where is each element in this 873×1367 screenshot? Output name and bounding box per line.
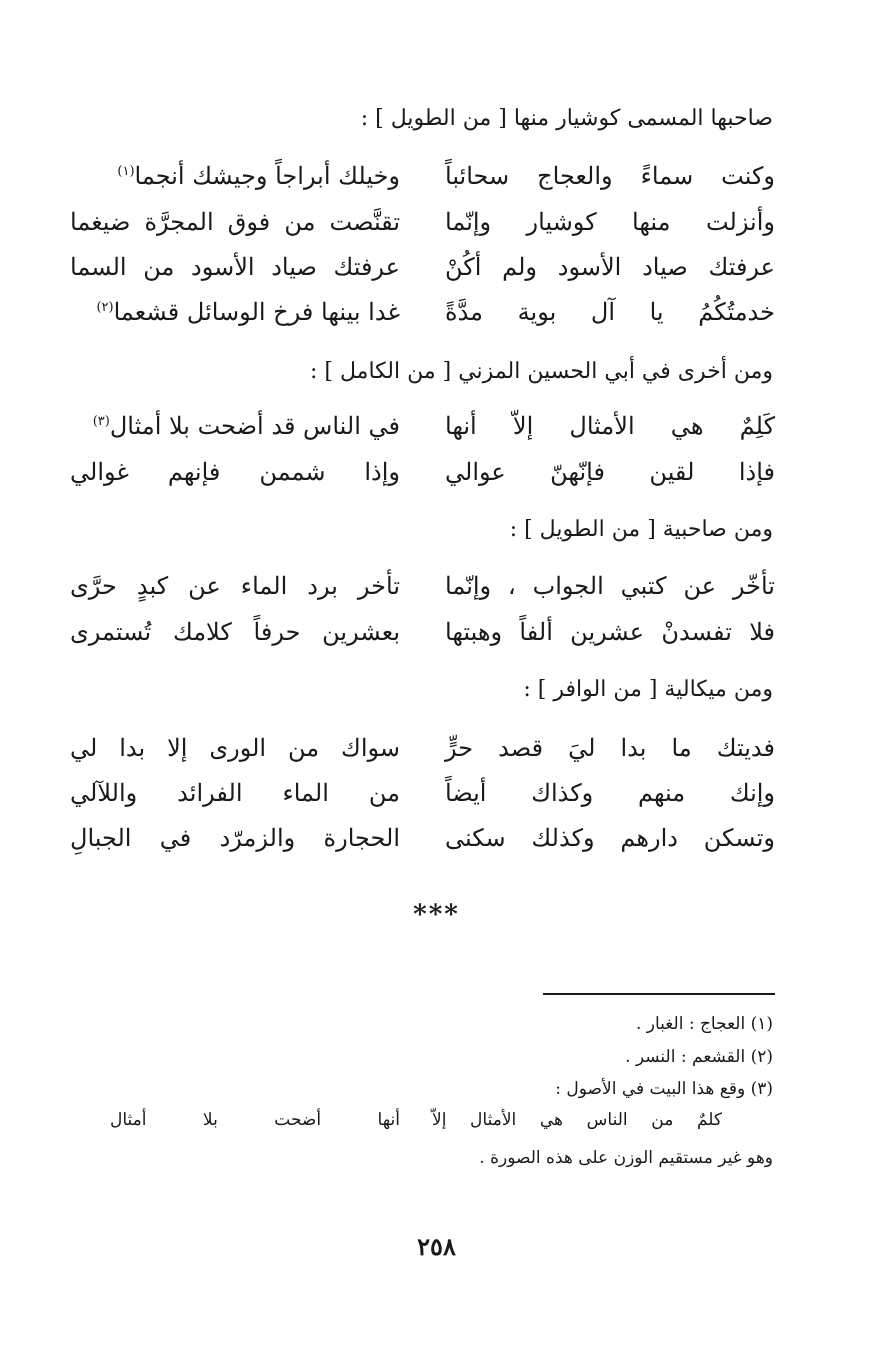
section-heading: ومن ميكالية [ من الوافر ] : [523, 677, 773, 702]
verse-second-hemistich: وإذا شممن فإنهم غوالي [70, 458, 400, 486]
footnote: (٢) القشعم : النسر . [625, 1047, 773, 1067]
verse-line [70, 454, 775, 490]
verse-second-hemistich [70, 298, 400, 326]
verse-first-hemistich: فإذا لقين فإنّهنّ عوالي [445, 458, 775, 486]
footnote-marker: (٣) [92, 414, 110, 429]
footnote: وهو غير مستقيم الوزن على هذه الصورة . [479, 1148, 773, 1168]
verse-first-hemistich: فلا تفسدنْ عشرين ألفاً وهبتها [445, 618, 775, 646]
footnote-marker: (٢) [96, 300, 114, 315]
verse-line [70, 820, 775, 856]
verse-line [70, 204, 775, 240]
verse-line [70, 294, 775, 330]
verse-second-hemistich: بعشرين حرفاً كلامك تُستمرى [70, 618, 400, 646]
verse-line [70, 730, 775, 766]
section-heading: صاحبها المسمى كوشيار منها [ من الطويل ] : [360, 106, 773, 131]
verse-first-hemistich: تأخّر عن كتبي الجواب ، وإنّما [445, 572, 775, 600]
verse-first-hemistich: عرفتك صياد الأسود ولم أكُنْ [445, 253, 775, 281]
verse-line [70, 614, 775, 650]
verse-first-hemistich: وأنزلت منها كوشيار وإنّما [445, 208, 775, 236]
verse-line [70, 249, 775, 285]
verse-second-hemistich [70, 162, 400, 190]
verse-line [70, 158, 775, 194]
verse-second-hemistich: تأخر برد الماء عن كبدٍ حرَّى [70, 572, 400, 600]
verse-line [70, 408, 775, 444]
footnote: (٣) وقع هذا البيت في الأصول : [555, 1079, 773, 1099]
verse-second-hemistich [70, 412, 400, 440]
verse-first-hemistich: وإنك منهم وكذاك أيضاً [445, 779, 775, 807]
verse-first-hemistich: وكنت سماءً والعجاج سحائباً [445, 162, 775, 190]
verse-first-hemistich: خدمتُكُمُ يا آل بوية مدَّةً [445, 298, 775, 326]
footnote: (١) العجاج : الغبار . [635, 1014, 773, 1034]
footnote-divider [543, 993, 775, 995]
verse-second-hemistich: سواك من الورى إلا بدا لي [70, 734, 400, 762]
verse-first-hemistich: كَلِمٌ هي الأمثال إلاّ أنها [445, 412, 775, 440]
section-heading: ومن صاحبية [ من الطويل ] : [509, 517, 773, 542]
hemistich-text: وخيلك أبراجاً وجيشك أنجما [134, 162, 400, 190]
page-number: ٢٥٨ [417, 1232, 456, 1261]
verse-second-hemistich: تقنَّصت من فوق المجرَّة ضيغما [70, 208, 400, 236]
footnote-verse-first: كلمٌ من الناس هي الأمثال إلاّ [432, 1110, 722, 1130]
hemistich-text: في الناس قد أضحت بلا أمثال [109, 412, 400, 440]
verse-line [70, 775, 775, 811]
verse-first-hemistich: فديتك ما بدا ليَ قصد حرٍّ [445, 734, 775, 762]
verse-first-hemistich: وتسكن دارهم وكذلك سكنى [445, 824, 775, 852]
verse-second-hemistich: عرفتك صياد الأسود من السما [70, 253, 400, 281]
footnote-marker: (١) [117, 164, 135, 179]
footnote-verse [110, 1110, 722, 1136]
verse-line [70, 568, 775, 604]
section-heading: ومن أخرى في أبي الحسين المزني [ من الكامل ] : [310, 359, 773, 384]
verse-second-hemistich: من الماء الفرائد واللآلي [70, 779, 400, 807]
verse-second-hemistich: الحجارة والزمرّد في الجبالِ [70, 824, 400, 852]
section-separator: *** [413, 900, 460, 930]
hemistich-text: غدا بينها فرخ الوسائل قشعما [113, 298, 400, 326]
footnote-verse-second: أنها أضحت بلا أمثال [110, 1110, 400, 1130]
